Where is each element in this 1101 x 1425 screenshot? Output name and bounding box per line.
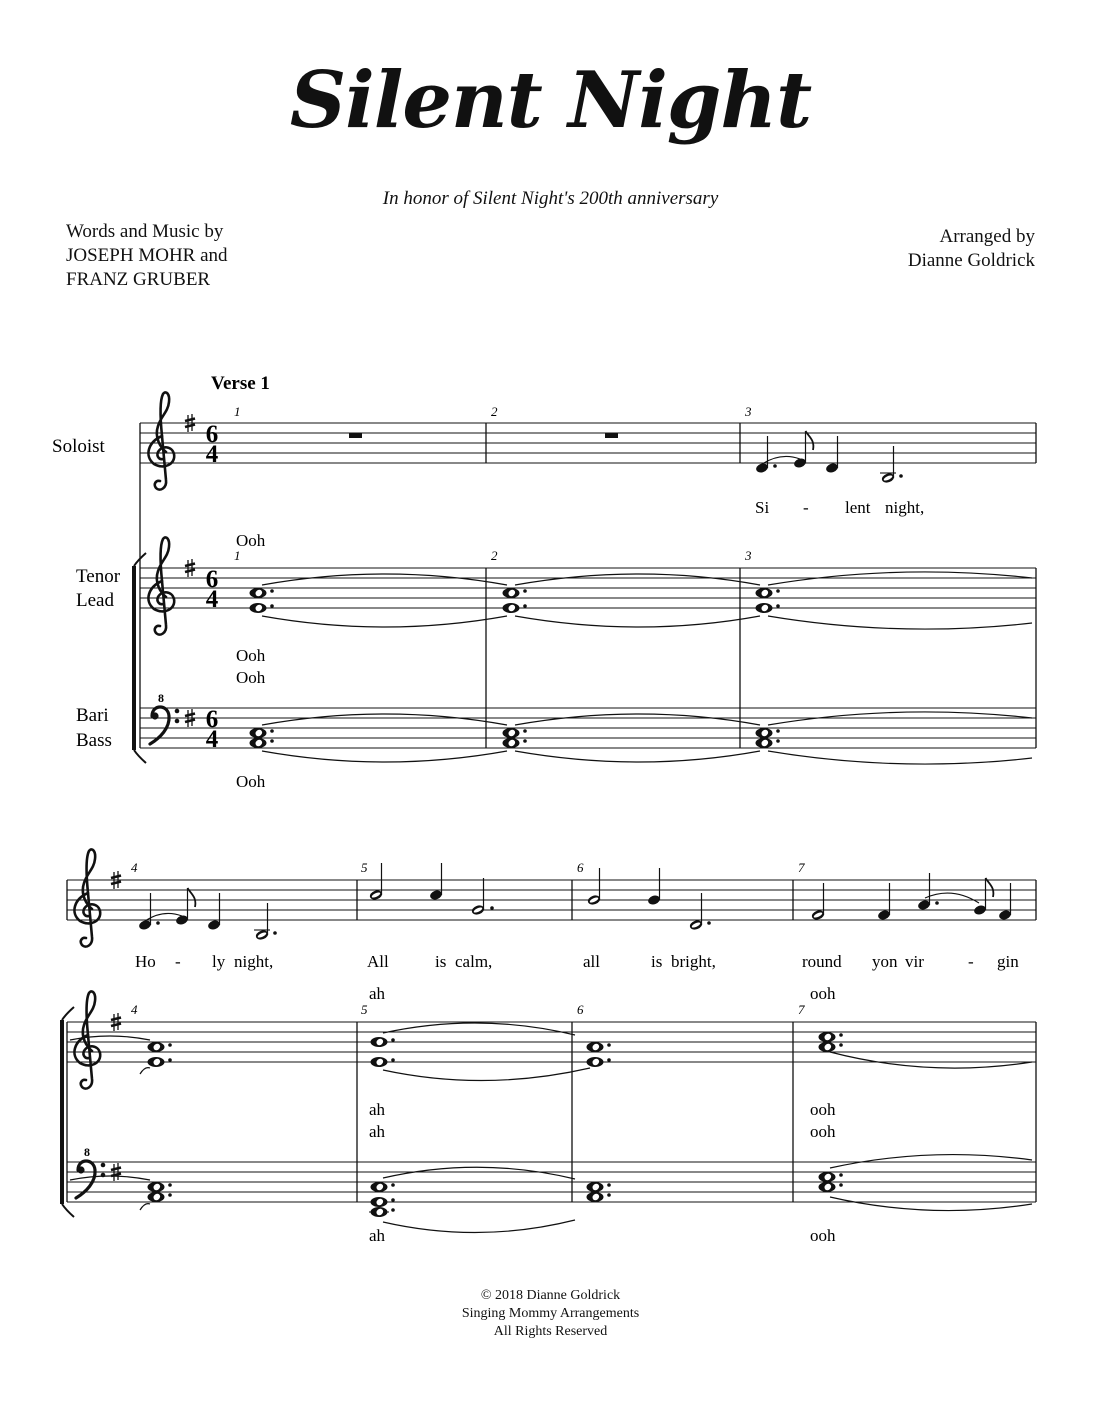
lyric: ly (212, 952, 226, 971)
staff-soloist-2 (67, 880, 1036, 920)
lyric: - (175, 952, 181, 971)
measure-number: 6 (577, 1002, 584, 1017)
staff-tenor-lead-2 (67, 1022, 1036, 1062)
composer-line: FRANZ GRUBER (66, 269, 211, 290)
footer-line: Singing Mommy Arrangements (461, 1306, 640, 1321)
measure-number: 1 (234, 404, 241, 419)
lyric: ah (369, 1100, 386, 1119)
treble-clef-icon (74, 849, 100, 946)
measure-number: 4 (131, 1002, 138, 1017)
lyric: - (803, 498, 809, 517)
octave-8-mark: 8 (158, 691, 164, 705)
lyric: All (367, 952, 389, 971)
lyric: night, (234, 952, 274, 971)
measure-number: 7 (798, 1002, 805, 1017)
treble-clef-icon (148, 392, 174, 489)
staff-label-tenor: Tenor (76, 566, 121, 587)
lyric: ooh (810, 984, 836, 1003)
footer-line: © 2018 Dianne Goldrick (480, 1288, 621, 1303)
ties-tenor-lead-1 (262, 572, 1032, 629)
time-signature-top: 6 (205, 421, 219, 448)
brace-bracket (62, 1007, 74, 1217)
lyric: is (435, 952, 447, 971)
lyric: Ho (135, 952, 156, 971)
lyric: Si (755, 498, 770, 517)
section-label: Verse 1 (211, 373, 270, 394)
ties-bari-bass-2 (70, 1155, 1032, 1233)
measure-number: 5 (361, 860, 368, 875)
lyric: ah (369, 1122, 386, 1141)
subtitle: In honor of Silent Night's 200th anniversary (382, 188, 719, 209)
tenor-lead-chords-1 (250, 588, 780, 613)
lyric: night, (885, 498, 925, 517)
whole-rest (605, 433, 618, 438)
measure-number: 3 (745, 404, 752, 419)
lyric: Ooh (236, 531, 266, 550)
lyric: ooh (810, 1226, 836, 1245)
time-signature-top: 6 (205, 566, 219, 593)
measure-number: 1 (234, 548, 241, 563)
time-signature-bottom: 4 (205, 726, 219, 753)
measure-number: 3 (745, 548, 752, 563)
lyric: ah (369, 1226, 386, 1245)
lyric: vir (905, 952, 924, 971)
soloist-notes-m3 (755, 431, 903, 484)
lyric: - (968, 952, 974, 971)
lyric: yon (872, 952, 898, 971)
composer-line: Words and Music by (66, 221, 224, 242)
lyric: calm, (455, 952, 493, 971)
time-signature-bottom: 4 (205, 586, 219, 613)
lyric: round (802, 952, 842, 971)
lyric: is (651, 952, 663, 971)
lyric: all (583, 952, 600, 971)
octave-8-mark: 8 (84, 1145, 90, 1159)
staff-label-soloist: Soloist (52, 436, 105, 457)
lyric: ah (369, 984, 386, 1003)
measure-number: 4 (131, 860, 138, 875)
time-signature-bottom: 4 (205, 441, 219, 468)
lyric: lent (845, 498, 871, 517)
staff-label-bass: Bass (76, 730, 112, 751)
measure-number: 2 (491, 548, 498, 563)
staff-label-lead: Lead (76, 590, 114, 611)
measure-number: 6 (577, 860, 584, 875)
time-signature-top: 6 (205, 706, 219, 733)
lyric: Ooh (236, 668, 266, 687)
treble-clef-icon (74, 991, 100, 1088)
bari-bass-chords-2 (148, 1172, 843, 1217)
staff-bari-bass-2 (67, 1162, 1036, 1202)
staff-bari-bass-1 (140, 708, 1036, 748)
lyric: ooh (810, 1122, 836, 1141)
lyric: Ooh (236, 646, 266, 665)
staff-soloist-1 (140, 423, 1036, 463)
page-title: Silent Night (289, 55, 812, 146)
footer-line: All Rights Reserved (493, 1324, 608, 1339)
staff-tenor-lead-1 (140, 568, 1036, 608)
whole-rest (349, 433, 362, 438)
lyric: ooh (810, 1100, 836, 1119)
arranger-line: Arranged by (939, 226, 1035, 247)
measure-number: 7 (798, 860, 805, 875)
measure-number: 2 (491, 404, 498, 419)
staff-label-bari: Bari (76, 705, 109, 726)
lyric: Ooh (236, 772, 266, 791)
composer-line: JOSEPH MOHR and (66, 245, 228, 266)
soloist-notes-m4 (138, 888, 277, 941)
copyright-footer (0, 1287, 1101, 1341)
measure-number: 5 (361, 1002, 368, 1017)
treble-clef-icon (148, 537, 174, 634)
lyric: bright, (671, 952, 716, 971)
arranger-line: Dianne Goldrick (907, 250, 1035, 271)
lyric: gin (997, 952, 1019, 971)
